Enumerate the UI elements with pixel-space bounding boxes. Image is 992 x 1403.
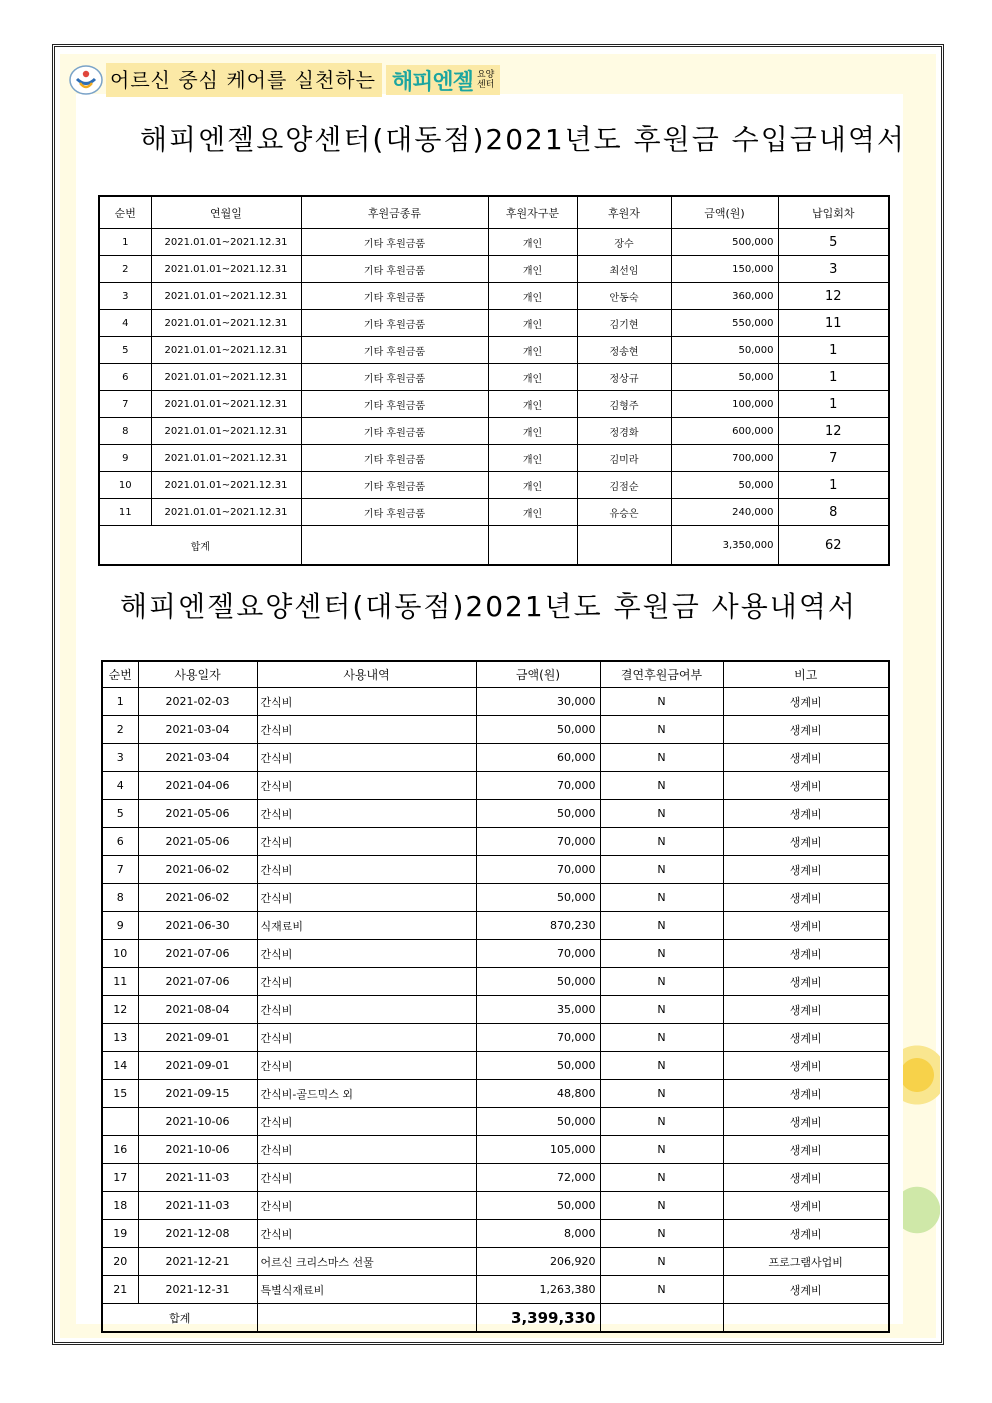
row-number: 11 (99, 499, 151, 526)
usage-title: 해피엔젤요양센터(대동점)2021년도 후원금 사용내역서 (120, 590, 857, 623)
row-date: 2021-07-06 (138, 968, 257, 996)
row-number: 12 (102, 996, 138, 1024)
row-number: 3 (99, 283, 151, 310)
row-note: 생계비 (723, 828, 889, 856)
row-description: 간식비 (257, 800, 476, 828)
table-row (102, 716, 889, 744)
row-sponsorship-flag: N (600, 688, 723, 716)
row-amount: 50,000 (476, 1108, 600, 1136)
row-donor: 정상규 (577, 364, 671, 391)
usage-col-header: 결연후원금여부 (600, 661, 723, 688)
row-number: 16 (102, 1136, 138, 1164)
table-row (102, 1080, 889, 1108)
row-date: 2021-11-03 (138, 1164, 257, 1192)
row-period: 2021.01.01~2021.12.31 (151, 229, 301, 256)
row-sponsorship-flag: N (600, 1248, 723, 1276)
table-row (99, 337, 889, 364)
brand-sub-top: 요양 (476, 70, 495, 80)
row-amount: 70,000 (476, 1024, 600, 1052)
empty-cell (723, 1304, 889, 1333)
row-note: 생계비 (723, 968, 889, 996)
table-row (99, 229, 889, 256)
row-date: 2021-06-02 (138, 884, 257, 912)
row-sponsorship-flag: N (600, 1080, 723, 1108)
row-sponsorship-flag: N (600, 772, 723, 800)
row-number: 4 (102, 772, 138, 800)
row-donor-type: 개인 (488, 337, 577, 364)
row-number: 6 (99, 364, 151, 391)
row-donor: 장수 (577, 229, 671, 256)
row-sponsorship-flag: N (600, 968, 723, 996)
row-amount: 550,000 (671, 310, 778, 337)
row-donor: 안동숙 (577, 283, 671, 310)
row-amount: 70,000 (476, 856, 600, 884)
table-row (102, 828, 889, 856)
row-number: 7 (99, 391, 151, 418)
row-amount: 50,000 (671, 472, 778, 499)
row-note: 생계비 (723, 884, 889, 912)
row-date: 2021-10-06 (138, 1108, 257, 1136)
row-number: 9 (99, 445, 151, 472)
row-amount: 72,000 (476, 1164, 600, 1192)
row-period: 2021.01.01~2021.12.31 (151, 364, 301, 391)
header-banner (66, 62, 500, 98)
usage-col-header: 금액(원) (476, 661, 600, 688)
income-col-header: 후원금종류 (301, 196, 488, 229)
brand-box (386, 65, 500, 95)
table-row (102, 940, 889, 968)
row-date: 2021-10-06 (138, 1136, 257, 1164)
row-description: 간식비 (257, 1192, 476, 1220)
row-kind: 기타 후원금품 (301, 229, 488, 256)
usage-col-header: 순번 (102, 661, 138, 688)
table-row (102, 772, 889, 800)
row-note: 생계비 (723, 772, 889, 800)
row-amount: 50,000 (476, 800, 600, 828)
row-date: 2021-02-03 (138, 688, 257, 716)
row-period: 2021.01.01~2021.12.31 (151, 283, 301, 310)
row-description: 간식비 (257, 1164, 476, 1192)
table-row (102, 856, 889, 884)
row-number: 2 (99, 256, 151, 283)
row-note: 생계비 (723, 1080, 889, 1108)
table-row (99, 499, 889, 526)
table-row (102, 1248, 889, 1276)
row-period: 2021.01.01~2021.12.31 (151, 418, 301, 445)
row-count: 1 (778, 364, 889, 391)
income-col-header: 후원자 (577, 196, 671, 229)
brand-sub (477, 70, 494, 90)
row-count: 8 (778, 499, 889, 526)
row-number: 13 (102, 1024, 138, 1052)
usage-total-label: 합계 (102, 1304, 257, 1333)
row-note: 생계비 (723, 1220, 889, 1248)
row-amount: 50,000 (671, 337, 778, 364)
row-date: 2021-12-21 (138, 1248, 257, 1276)
row-number: 5 (99, 337, 151, 364)
income-col-header: 순번 (99, 196, 151, 229)
row-donor: 정송현 (577, 337, 671, 364)
income-header-row (99, 196, 889, 229)
row-amount: 70,000 (476, 940, 600, 968)
row-note: 생계비 (723, 1024, 889, 1052)
row-description: 간식비 (257, 856, 476, 884)
usage-col-header: 사용일자 (138, 661, 257, 688)
row-number: 9 (102, 912, 138, 940)
table-row (102, 968, 889, 996)
row-donor-type: 개인 (488, 364, 577, 391)
row-period: 2021.01.01~2021.12.31 (151, 472, 301, 499)
usage-total-row (102, 1304, 889, 1333)
row-date: 2021-06-30 (138, 912, 257, 940)
row-note: 생계비 (723, 1164, 889, 1192)
income-col-header: 납입회차 (778, 196, 889, 229)
row-number: 15 (102, 1080, 138, 1108)
row-sponsorship-flag: N (600, 1220, 723, 1248)
row-kind: 기타 후원금품 (301, 256, 488, 283)
row-donor: 김형주 (577, 391, 671, 418)
row-number: 10 (102, 940, 138, 968)
row-date: 2021-12-31 (138, 1276, 257, 1304)
income-col-header: 연월일 (151, 196, 301, 229)
table-row (102, 1220, 889, 1248)
table-row (102, 744, 889, 772)
row-note: 생계비 (723, 800, 889, 828)
table-row (99, 283, 889, 310)
row-date: 2021-11-03 (138, 1192, 257, 1220)
row-description: 간식비 (257, 1108, 476, 1136)
row-period: 2021.01.01~2021.12.31 (151, 499, 301, 526)
table-row (102, 996, 889, 1024)
table-row (102, 688, 889, 716)
row-sponsorship-flag: N (600, 1164, 723, 1192)
row-donor-type: 개인 (488, 283, 577, 310)
row-sponsorship-flag: N (600, 716, 723, 744)
row-count: 12 (778, 418, 889, 445)
row-kind: 기타 후원금품 (301, 283, 488, 310)
row-amount: 600,000 (671, 418, 778, 445)
row-sponsorship-flag: N (600, 884, 723, 912)
row-description: 간식비 (257, 940, 476, 968)
row-note: 생계비 (723, 688, 889, 716)
table-row (102, 1276, 889, 1304)
table-row (99, 310, 889, 337)
row-donor-type: 개인 (488, 472, 577, 499)
row-description: 간식비 (257, 772, 476, 800)
row-date: 2021-08-04 (138, 996, 257, 1024)
table-row (99, 391, 889, 418)
row-amount: 50,000 (476, 1192, 600, 1220)
row-period: 2021.01.01~2021.12.31 (151, 337, 301, 364)
row-description: 간식비 (257, 1136, 476, 1164)
income-col-header: 금액(원) (671, 196, 778, 229)
row-donor: 김점순 (577, 472, 671, 499)
row-amount: 50,000 (476, 716, 600, 744)
row-description: 간식비 (257, 884, 476, 912)
row-amount: 50,000 (671, 364, 778, 391)
row-date: 2021-04-06 (138, 772, 257, 800)
table-row (102, 912, 889, 940)
row-count: 1 (778, 391, 889, 418)
row-date: 2021-09-01 (138, 1024, 257, 1052)
row-description: 간식비 (257, 968, 476, 996)
row-sponsorship-flag: N (600, 996, 723, 1024)
row-sponsorship-flag: N (600, 1276, 723, 1304)
row-number: 19 (102, 1220, 138, 1248)
row-amount: 500,000 (671, 229, 778, 256)
org-logo-icon (66, 63, 106, 97)
row-kind: 기타 후원금품 (301, 445, 488, 472)
row-description: 특별식재료비 (257, 1276, 476, 1304)
income-total-count: 62 (778, 526, 889, 566)
usage-col-header: 비고 (723, 661, 889, 688)
row-description: 간식비 (257, 744, 476, 772)
usage-header-row (102, 661, 889, 688)
row-note: 생계비 (723, 1276, 889, 1304)
row-donor: 최선임 (577, 256, 671, 283)
table-row (99, 364, 889, 391)
row-date: 2021-03-04 (138, 716, 257, 744)
row-sponsorship-flag: N (600, 800, 723, 828)
row-sponsorship-flag: N (600, 744, 723, 772)
table-row (102, 1024, 889, 1052)
row-date: 2021-06-02 (138, 856, 257, 884)
table-row (102, 1052, 889, 1080)
row-note: 생계비 (723, 996, 889, 1024)
table-row (99, 418, 889, 445)
row-number: 21 (102, 1276, 138, 1304)
brand-name: 해피엔젤 (391, 69, 473, 95)
row-sponsorship-flag: N (600, 1136, 723, 1164)
row-description: 간식비-골드믹스 외 (257, 1080, 476, 1108)
row-amount: 1,263,380 (476, 1276, 600, 1304)
row-date: 2021-03-04 (138, 744, 257, 772)
row-amount: 870,230 (476, 912, 600, 940)
row-description: 간식비 (257, 996, 476, 1024)
table-row (102, 884, 889, 912)
row-period: 2021.01.01~2021.12.31 (151, 310, 301, 337)
row-period: 2021.01.01~2021.12.31 (151, 391, 301, 418)
income-col-header: 후원자구분 (488, 196, 577, 229)
table-row (102, 1108, 889, 1136)
row-amount: 150,000 (671, 256, 778, 283)
row-donor: 유승은 (577, 499, 671, 526)
row-note: 생계비 (723, 856, 889, 884)
slogan-text: 어르신 중심 케어를 실천하는 (106, 63, 382, 97)
row-count: 1 (778, 337, 889, 364)
row-number: 6 (102, 828, 138, 856)
usage-table (101, 660, 890, 1333)
row-donor-type: 개인 (488, 445, 577, 472)
row-kind: 기타 후원금품 (301, 364, 488, 391)
row-sponsorship-flag: N (600, 1052, 723, 1080)
row-description: 간식비 (257, 1052, 476, 1080)
row-date: 2021-09-15 (138, 1080, 257, 1108)
row-sponsorship-flag: N (600, 828, 723, 856)
row-number: 8 (99, 418, 151, 445)
row-number: 3 (102, 744, 138, 772)
empty-cell (257, 1304, 476, 1333)
row-number: 20 (102, 1248, 138, 1276)
table-row (102, 1164, 889, 1192)
row-note: 생계비 (723, 1136, 889, 1164)
row-note: 생계비 (723, 744, 889, 772)
row-number: 14 (102, 1052, 138, 1080)
row-donor: 김기현 (577, 310, 671, 337)
income-total-label: 합계 (99, 526, 301, 566)
row-number: 4 (99, 310, 151, 337)
row-donor-type: 개인 (488, 256, 577, 283)
row-note: 생계비 (723, 912, 889, 940)
row-count: 1 (778, 472, 889, 499)
row-amount: 206,920 (476, 1248, 600, 1276)
row-number: 2 (102, 716, 138, 744)
row-sponsorship-flag: N (600, 1192, 723, 1220)
row-description: 간식비 (257, 828, 476, 856)
row-donor-type: 개인 (488, 499, 577, 526)
row-sponsorship-flag: N (600, 856, 723, 884)
row-amount: 105,000 (476, 1136, 600, 1164)
row-note: 생계비 (723, 1192, 889, 1220)
usage-total-amount: 3,399,330 (476, 1304, 600, 1333)
row-donor-type: 개인 (488, 391, 577, 418)
empty-cell (577, 526, 671, 566)
row-number: 1 (99, 229, 151, 256)
row-description: 간식비 (257, 688, 476, 716)
row-amount: 700,000 (671, 445, 778, 472)
empty-cell (600, 1304, 723, 1333)
row-kind: 기타 후원금품 (301, 310, 488, 337)
row-amount: 8,000 (476, 1220, 600, 1248)
row-description: 간식비 (257, 716, 476, 744)
row-period: 2021.01.01~2021.12.31 (151, 256, 301, 283)
row-number: 10 (99, 472, 151, 499)
row-donor-type: 개인 (488, 229, 577, 256)
row-description: 어르신 크리스마스 선물 (257, 1248, 476, 1276)
row-date: 2021-07-06 (138, 940, 257, 968)
row-count: 11 (778, 310, 889, 337)
row-donor: 정경화 (577, 418, 671, 445)
row-amount: 240,000 (671, 499, 778, 526)
table-row (99, 256, 889, 283)
row-date: 2021-05-06 (138, 828, 257, 856)
row-kind: 기타 후원금품 (301, 499, 488, 526)
row-amount: 50,000 (476, 1052, 600, 1080)
row-number: 5 (102, 800, 138, 828)
row-note: 생계비 (723, 1108, 889, 1136)
row-number (102, 1108, 138, 1136)
row-donor-type: 개인 (488, 310, 577, 337)
row-number: 7 (102, 856, 138, 884)
row-sponsorship-flag: N (600, 940, 723, 968)
empty-cell (488, 526, 577, 566)
row-number: 18 (102, 1192, 138, 1220)
row-kind: 기타 후원금품 (301, 472, 488, 499)
income-title: 해피엔젤요양센터(대동점)2021년도 후원금 수입금내역서 (140, 123, 906, 156)
row-number: 8 (102, 884, 138, 912)
row-amount: 30,000 (476, 688, 600, 716)
row-sponsorship-flag: N (600, 1108, 723, 1136)
row-number: 1 (102, 688, 138, 716)
row-date: 2021-12-08 (138, 1220, 257, 1248)
row-description: 간식비 (257, 1220, 476, 1248)
row-sponsorship-flag: N (600, 1024, 723, 1052)
row-amount: 50,000 (476, 968, 600, 996)
row-kind: 기타 후원금품 (301, 391, 488, 418)
row-period: 2021.01.01~2021.12.31 (151, 445, 301, 472)
row-donor-type: 개인 (488, 418, 577, 445)
brand-sub-bottom: 센터 (476, 80, 495, 90)
row-donor: 김미라 (577, 445, 671, 472)
row-date: 2021-09-01 (138, 1052, 257, 1080)
income-total-row (99, 526, 889, 566)
income-total-amount: 3,350,000 (671, 526, 778, 566)
row-number: 17 (102, 1164, 138, 1192)
row-amount: 360,000 (671, 283, 778, 310)
row-amount: 50,000 (476, 884, 600, 912)
table-row (102, 800, 889, 828)
row-note: 생계비 (723, 716, 889, 744)
row-count: 5 (778, 229, 889, 256)
row-note: 생계비 (723, 1052, 889, 1080)
row-amount: 70,000 (476, 828, 600, 856)
row-sponsorship-flag: N (600, 912, 723, 940)
row-amount: 48,800 (476, 1080, 600, 1108)
income-table (98, 195, 890, 566)
row-date: 2021-05-06 (138, 800, 257, 828)
row-amount: 60,000 (476, 744, 600, 772)
usage-col-header: 사용내역 (257, 661, 476, 688)
row-number: 11 (102, 968, 138, 996)
row-kind: 기타 후원금품 (301, 337, 488, 364)
table-row (99, 445, 889, 472)
row-count: 7 (778, 445, 889, 472)
row-amount: 35,000 (476, 996, 600, 1024)
row-kind: 기타 후원금품 (301, 418, 488, 445)
table-row (102, 1192, 889, 1220)
row-count: 3 (778, 256, 889, 283)
row-description: 식재료비 (257, 912, 476, 940)
row-note: 프로그램사업비 (723, 1248, 889, 1276)
row-description: 간식비 (257, 1024, 476, 1052)
row-amount: 70,000 (476, 772, 600, 800)
table-row (99, 472, 889, 499)
table-row (102, 1136, 889, 1164)
row-amount: 100,000 (671, 391, 778, 418)
empty-cell (301, 526, 488, 566)
row-note: 생계비 (723, 940, 889, 968)
row-count: 12 (778, 283, 889, 310)
